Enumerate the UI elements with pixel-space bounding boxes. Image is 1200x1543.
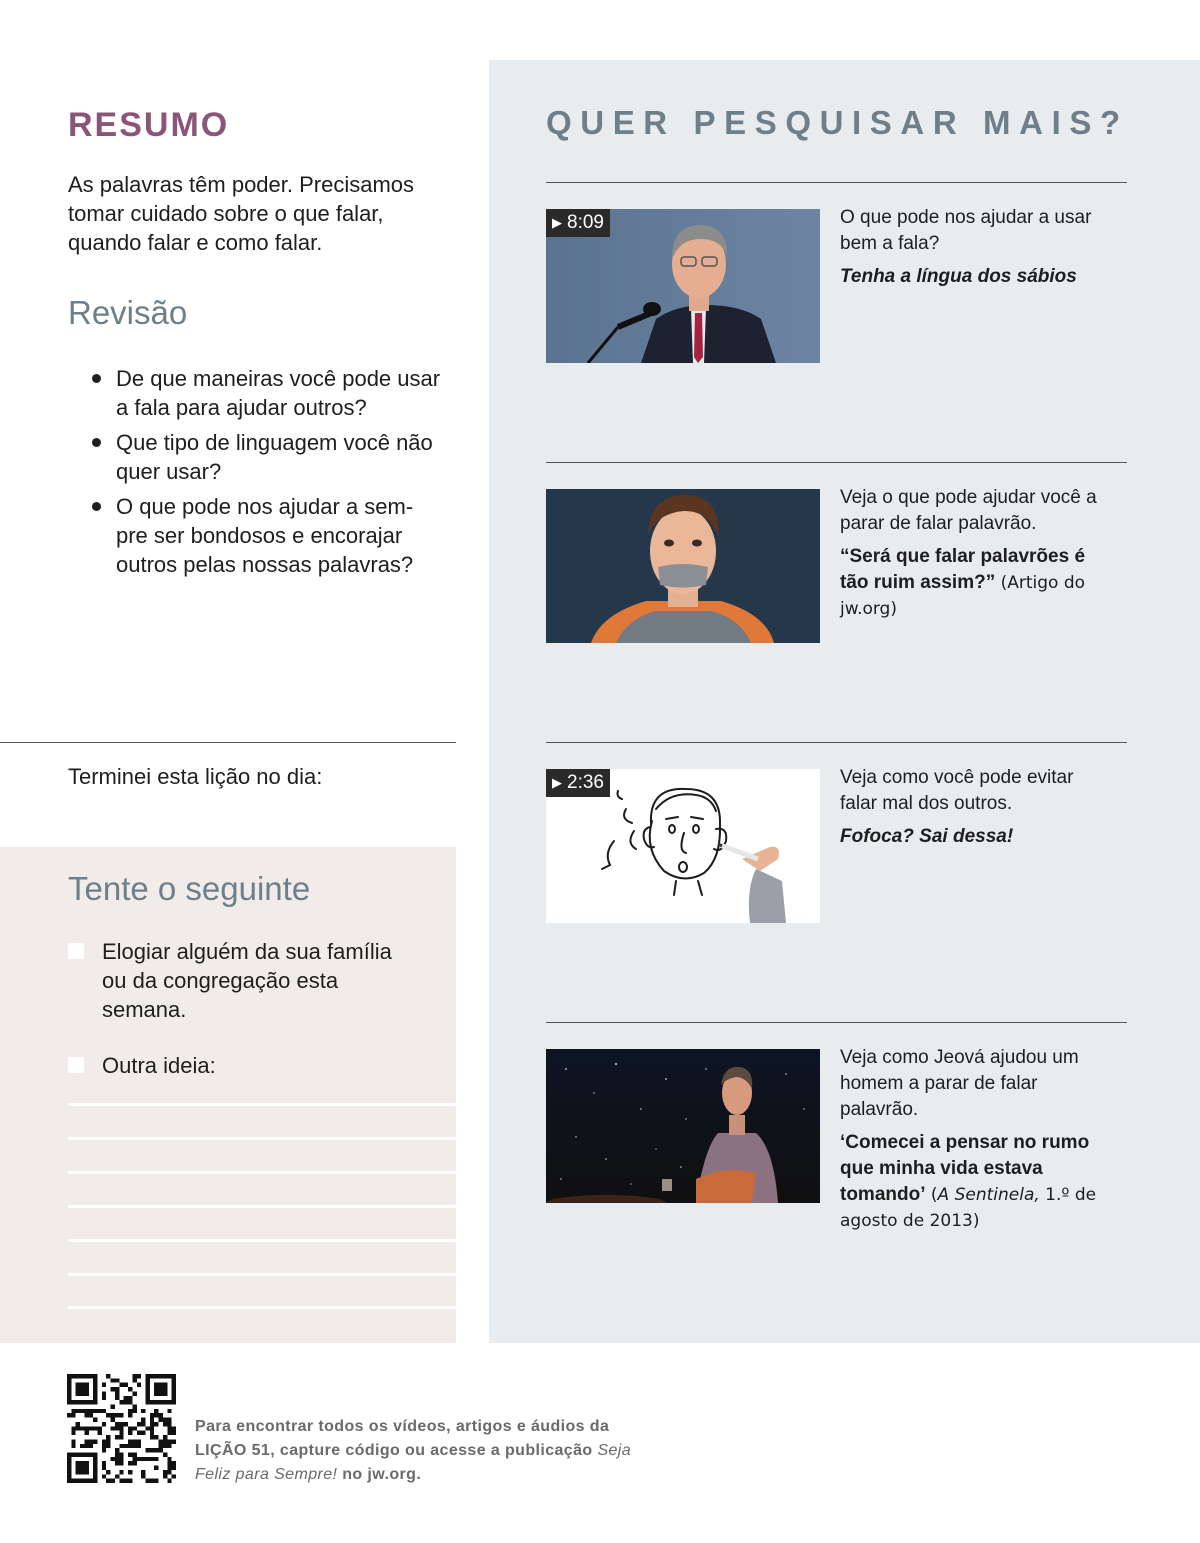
video-thumbnail-speaker[interactable] (546, 209, 820, 363)
review-question-text: Que tipo de linguagem você não quer usar? (116, 430, 433, 484)
try-heading: Tente o seguinte (68, 870, 311, 907)
research-item-link[interactable] (840, 1130, 1110, 1234)
writing-line[interactable] (68, 1171, 456, 1174)
divider (546, 1022, 1127, 1023)
summary-text: As palavras têm poder. Precisamos tomar cuidado sobre o que falar, quando falar e como falar. (68, 172, 415, 255)
research-item-text (840, 485, 1110, 622)
article-thumbnail-teen[interactable] (546, 489, 820, 643)
divider (546, 182, 1127, 183)
divider (546, 742, 1127, 743)
video-duration: 2:36 (567, 772, 604, 793)
checkbox[interactable] (68, 943, 84, 959)
research-item-link[interactable] (840, 264, 1110, 290)
research-item-description: O que pode nos ajudar a usar bem a fala? (840, 207, 1092, 254)
research-item-link[interactable] (840, 544, 1110, 622)
review-question (92, 364, 442, 422)
review-heading: Revisão (68, 294, 188, 331)
research-item-link-text[interactable]: Fofoca? Sai dessa! (840, 826, 1014, 847)
try-item-other-idea[interactable] (68, 1051, 392, 1080)
research-item-description: Veja como Jeová ajudou um homem a parar de falar palavrão. (840, 1047, 1079, 1120)
try-item-praise[interactable] (68, 937, 392, 1024)
play-icon: ▶ (552, 775, 562, 790)
source-date: 1.º de agosto de 2013) (840, 1185, 1097, 1231)
video-duration: 8:09 (567, 212, 604, 233)
divider (0, 742, 456, 743)
review-question-text: De que maneiras você pode usar a fala para ajudar outros? (116, 366, 441, 420)
completion-date-label: Terminei esta lição no dia: (68, 764, 323, 789)
video-thumbnail-drawing[interactable] (546, 769, 820, 923)
review-question (92, 428, 442, 486)
research-item-description: Veja o que pode ajudar você a parar de falar palavrão. (840, 487, 1097, 534)
research-item-text (840, 205, 1110, 290)
video-duration-badge (546, 769, 610, 797)
writing-line[interactable] (68, 1273, 456, 1276)
writing-line[interactable] (68, 1103, 456, 1106)
research-item-link-text[interactable]: ‘Comecei a pensar no rumo que minha vida estava tomando’ (840, 1132, 1090, 1205)
video-duration-badge (546, 209, 610, 237)
review-list (92, 364, 442, 585)
review-question-text: O que pode nos ajudar a sem-pre ser bondosos e encorajar outros pelas nossas palavras? (116, 494, 414, 577)
research-item-description: Veja como você pode evitar falar mal dos outros. (840, 767, 1074, 814)
bullet-icon (92, 374, 101, 383)
footer-text-end: no jw.org. (337, 1466, 422, 1483)
footer-text-main: Para encontrar todos os vídeos, artigos e áudios da LIÇÃO 51, capture código ou acesse a publicação (195, 1418, 610, 1459)
source-publication: A Sentinela, (937, 1185, 1040, 1205)
bullet-icon (92, 502, 101, 511)
writing-line[interactable] (68, 1239, 456, 1242)
footer-text (195, 1415, 635, 1487)
night-sky-image (546, 1049, 820, 1203)
divider (546, 462, 1127, 463)
writing-line[interactable] (68, 1205, 456, 1208)
research-item-link-text[interactable]: Tenha a língua dos sábios (840, 266, 1077, 287)
play-icon: ▶ (552, 215, 562, 230)
writing-line[interactable] (68, 1137, 456, 1140)
qr-code-icon[interactable] (67, 1374, 176, 1483)
checkbox[interactable] (68, 1057, 84, 1073)
try-item-label: Outra ideia: (102, 1053, 216, 1078)
research-item-text (840, 765, 1110, 850)
review-question (92, 492, 442, 579)
research-item-link-text[interactable]: “Será que falar palavrões é tão ruim assim?” (840, 546, 1086, 593)
teen-image (546, 489, 820, 643)
summary-heading: RESUMO (68, 106, 230, 144)
research-item-source: (Artigo do jw.org) (840, 573, 1086, 619)
article-thumbnail-night[interactable] (546, 1049, 820, 1203)
research-item-text (840, 1045, 1110, 1234)
footer-publication: Seja Feliz para Sempre! (195, 1442, 632, 1483)
bullet-icon (92, 438, 101, 447)
writing-line[interactable] (68, 1306, 456, 1309)
try-panel (0, 847, 456, 1343)
research-heading: QUER PESQUISAR MAIS? (546, 104, 1129, 141)
try-item-label: Elogiar alguém da sua família ou da congregação esta semana. (102, 939, 392, 1022)
research-item-link[interactable] (840, 824, 1110, 850)
source-prefix: ( (925, 1185, 938, 1205)
